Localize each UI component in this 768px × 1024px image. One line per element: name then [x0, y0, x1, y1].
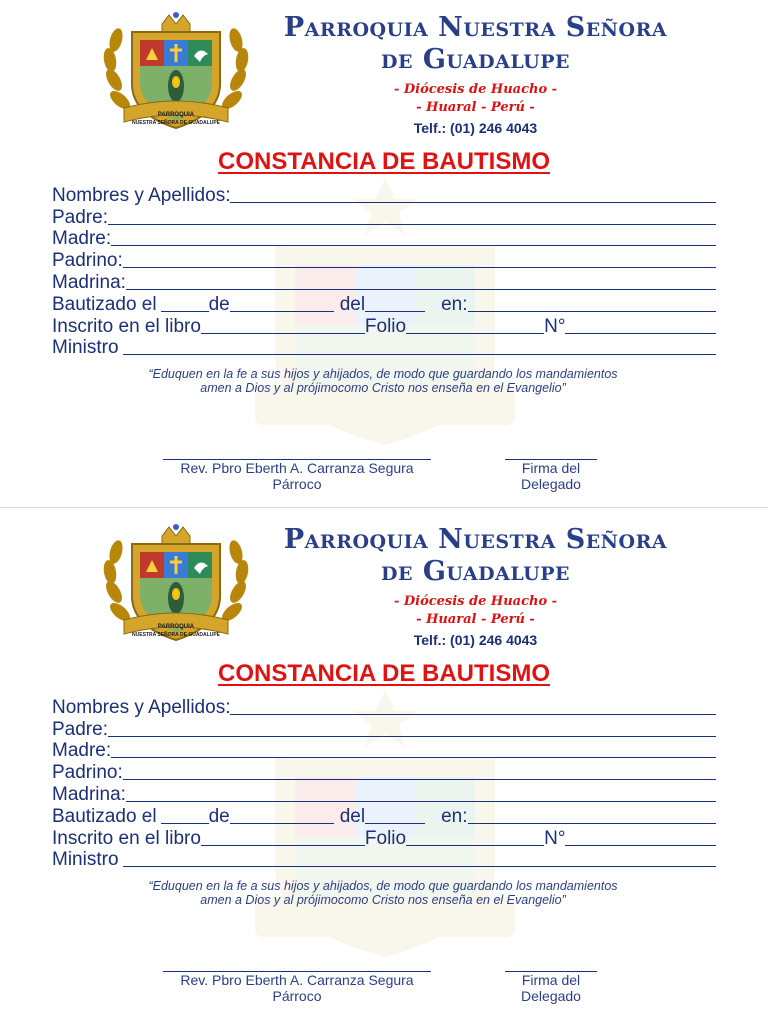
nombres-label: Nombres y Apellidos: [52, 696, 231, 718]
madre-row [52, 740, 716, 762]
inscrito-row [52, 315, 716, 337]
madre-row [52, 228, 716, 250]
diocese-label: - Diócesis de Huacho - [393, 594, 558, 609]
numero-label: N° [544, 827, 566, 849]
folio-label: Folio [364, 827, 407, 849]
delegate-label-line1: Firma del [521, 460, 581, 476]
numero-label: N° [544, 315, 566, 337]
delegate-label-line2: Delegado [521, 476, 581, 492]
madrina-blank [126, 289, 716, 290]
de-label: de [208, 805, 230, 827]
month-blank [230, 311, 334, 312]
emblem-banner-text: PARROQUIA [157, 624, 195, 630]
nombres-row [52, 184, 716, 206]
ministro-label: Ministro [52, 337, 119, 359]
certificate-form [52, 184, 716, 358]
padre-label: Padre: [52, 718, 108, 740]
bautizado-label: Bautizado el [52, 805, 157, 827]
madrina-label: Madrina: [52, 271, 126, 293]
padrino-row [52, 249, 716, 271]
emblem-banner-text-2: NUESTRA SEÑORA DE GUADALUPE [132, 632, 220, 638]
month-blank [230, 823, 334, 824]
nombres-blank [230, 714, 716, 715]
nombres-label: Nombres y Apellidos: [52, 184, 231, 206]
nombres-blank [230, 202, 716, 203]
priest-role: Párroco [272, 476, 322, 492]
bautizado-row [52, 805, 716, 827]
priest-role: Párroco [272, 988, 322, 1004]
ministro-blank [123, 354, 716, 355]
numero-blank [565, 333, 716, 334]
padrino-blank [123, 267, 716, 268]
delegate-label-line2: Delegado [521, 988, 581, 1004]
madrina-label: Madrina: [52, 783, 126, 805]
ministro-row [52, 337, 716, 359]
priest-name: Rev. Pbro Eberth A. Carranza Segura [180, 972, 414, 988]
scripture-quote-line1: “Eduquen en la fe a sus hijos y ahijados, de modo que guardando los mandamientos [148, 367, 618, 381]
diocese-label: - Diócesis de Huacho - [393, 82, 558, 97]
priest-name: Rev. Pbro Eberth A. Carranza Segura [180, 460, 414, 476]
bautizado-row [52, 293, 716, 315]
padrino-label: Padrino: [52, 250, 123, 272]
day-blank [161, 311, 209, 312]
year-blank [365, 823, 425, 824]
padrino-blank [123, 779, 716, 780]
nombres-row [52, 696, 716, 718]
inscrito-label: Inscrito en el libro [52, 315, 201, 337]
libro-blank [201, 845, 365, 846]
en-label: en: [441, 293, 468, 315]
cut-divider [0, 507, 768, 508]
scripture-quote-line2: amen a Dios y al prójimocomo Cristo nos enseña en el Evangelio” [200, 893, 566, 907]
place-blank [468, 311, 717, 312]
parish-name-line1: Parroquia Nuestra Señora [283, 12, 668, 43]
emblem-banner-text: PARROQUIA [157, 112, 195, 118]
madre-label: Madre: [52, 228, 112, 250]
padre-blank [108, 736, 716, 737]
year-blank [365, 311, 425, 312]
madre-label: Madre: [52, 740, 112, 762]
folio-blank [406, 845, 544, 846]
phone-label: Telf.: (01) 246 4043 [413, 632, 538, 648]
day-blank [161, 823, 209, 824]
ministro-row [52, 849, 716, 871]
ministro-label: Ministro [52, 849, 119, 871]
place-blank [468, 823, 717, 824]
padre-row [52, 206, 716, 228]
baptism-certificate-top [0, 0, 768, 504]
madrina-row [52, 271, 716, 293]
padre-blank [108, 224, 716, 225]
baptism-certificate-bottom [0, 512, 768, 1016]
phone-label: Telf.: (01) 246 4043 [413, 120, 538, 136]
padrino-label: Padrino: [52, 762, 123, 784]
madrina-row [52, 783, 716, 805]
folio-blank [406, 333, 544, 334]
inscrito-label: Inscrito en el libro [52, 827, 201, 849]
certificate-form [52, 696, 716, 870]
emblem-banner-text-2: NUESTRA SEÑORA DE GUADALUPE [132, 120, 220, 126]
de-label: de [208, 293, 230, 315]
scripture-quote-line2: amen a Dios y al prójimocomo Cristo nos enseña en el Evangelio” [200, 381, 566, 395]
del-label: del [339, 293, 366, 315]
madrina-blank [126, 801, 716, 802]
padre-label: Padre: [52, 206, 108, 228]
libro-blank [201, 333, 365, 334]
location-label: - Huaral - Perú - [416, 100, 535, 115]
document-title: CONSTANCIA DE BAUTISMO [218, 660, 550, 687]
parish-name-line2: de Guadalupe [380, 556, 571, 587]
ministro-blank [123, 866, 716, 867]
bautizado-label: Bautizado el [52, 293, 157, 315]
inscrito-row [52, 827, 716, 849]
padrino-row [52, 761, 716, 783]
parish-name-line2: de Guadalupe [380, 44, 571, 75]
delegate-label-line1: Firma del [521, 972, 581, 988]
parish-coat-of-arms-icon [102, 522, 250, 652]
parish-coat-of-arms-icon [102, 10, 250, 140]
document-title: CONSTANCIA DE BAUTISMO [218, 148, 550, 175]
madre-blank [111, 757, 716, 758]
parish-name-line1: Parroquia Nuestra Señora [283, 524, 668, 555]
scripture-quote-line1: “Eduquen en la fe a sus hijos y ahijados, de modo que guardando los mandamientos [148, 879, 618, 893]
del-label: del [339, 805, 366, 827]
padre-row [52, 718, 716, 740]
numero-blank [565, 845, 716, 846]
en-label: en: [441, 805, 468, 827]
folio-label: Folio [364, 315, 407, 337]
location-label: - Huaral - Perú - [416, 612, 535, 627]
madre-blank [111, 245, 716, 246]
